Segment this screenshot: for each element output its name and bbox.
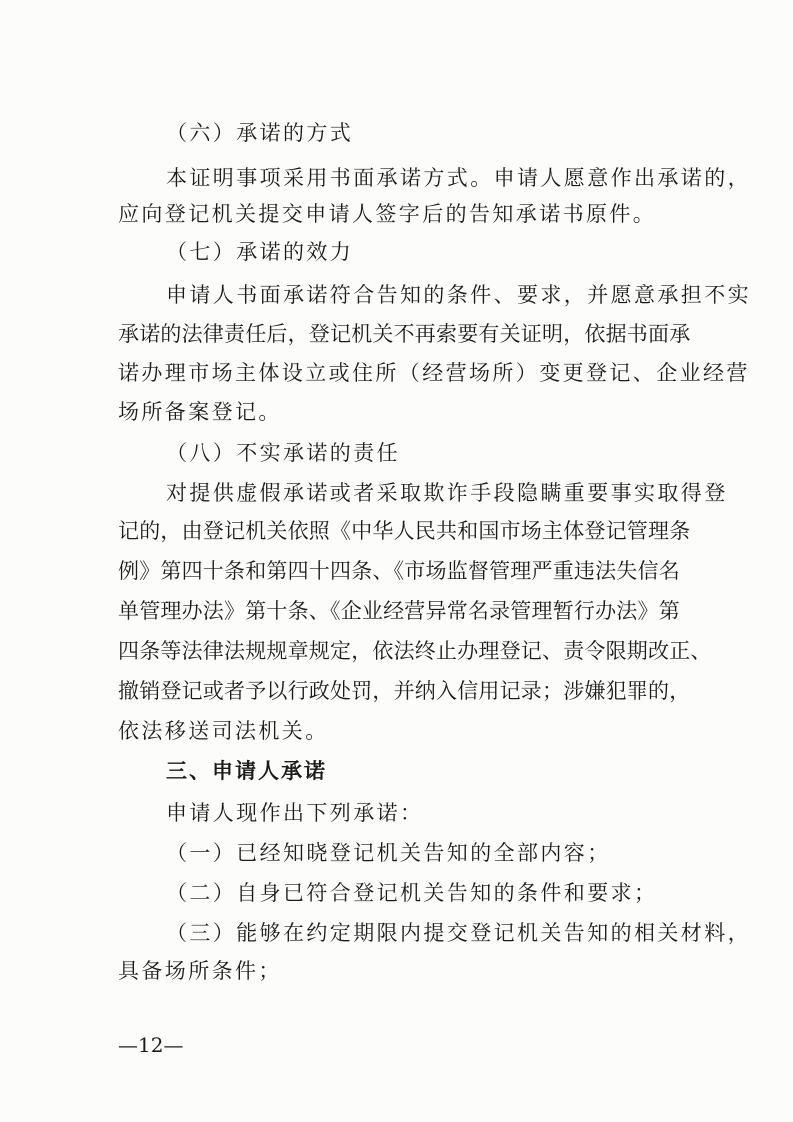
paragraph-line: 记的，由登记机关依照《中华人民共和国市场主体登记管理条 [118, 519, 691, 543]
list-item: （一）已经知晓登记机关告知的全部内容； [166, 841, 611, 865]
paragraph-line: 例》第四十条和第四十四条、《市场监督管理严重违法失信名 [118, 559, 680, 583]
paragraph-line: 依法移送司法机关。 [118, 719, 329, 743]
list-item: （三）能够在约定期限内提交登记机关告知的相关材料， [166, 921, 751, 945]
paragraph-line: 对提供虚假承诺或者采取欺诈手段隐瞒重要事实取得登 [166, 481, 728, 505]
list-item-continuation: 具备场所条件； [118, 959, 282, 983]
subheading-commitment-method: （六）承诺的方式 [166, 121, 354, 145]
list-item: （二）自身已符合登记机关告知的条件和要求； [166, 881, 658, 905]
section-heading-applicant-commitment: 三、申请人承诺 [166, 758, 327, 783]
paragraph-line: 申请人现作出下列承诺： [166, 801, 424, 825]
paragraph-line: 撤销登记或者予以行政处罚，并纳入信用记录；涉嫌犯罪的， [118, 679, 691, 703]
paragraph-line: 四条等法律法规规章规定，依法终止办理登记、责令限期改正、 [118, 639, 712, 663]
paragraph-line: 本证明事项采用书面承诺方式。申请人愿意作出承诺的， [166, 166, 751, 190]
paragraph-line: 单管理办法》第十条、《企业经营异常名录管理暂行办法》第 [118, 599, 680, 623]
subheading-false-commitment-liability: （八）不实承诺的责任 [166, 441, 400, 465]
page-number: —12— [118, 1033, 184, 1057]
paragraph-line: 诺办理市场主体设立或住所（经营场所）变更登记、企业经营 [118, 361, 750, 385]
paragraph-line: 申请人书面承诺符合告知的条件、要求，并愿意承担不实 [166, 283, 751, 307]
paragraph-line: 场所备案登记。 [118, 400, 282, 424]
paragraph-line: 应向登记机关提交申请人签字后的告知承诺书原件。 [118, 202, 657, 226]
subheading-commitment-effect: （七）承诺的效力 [166, 240, 354, 264]
paragraph-line: 承诺的法律责任后，登记机关不再索要有关证明，依据书面承 [118, 322, 691, 346]
